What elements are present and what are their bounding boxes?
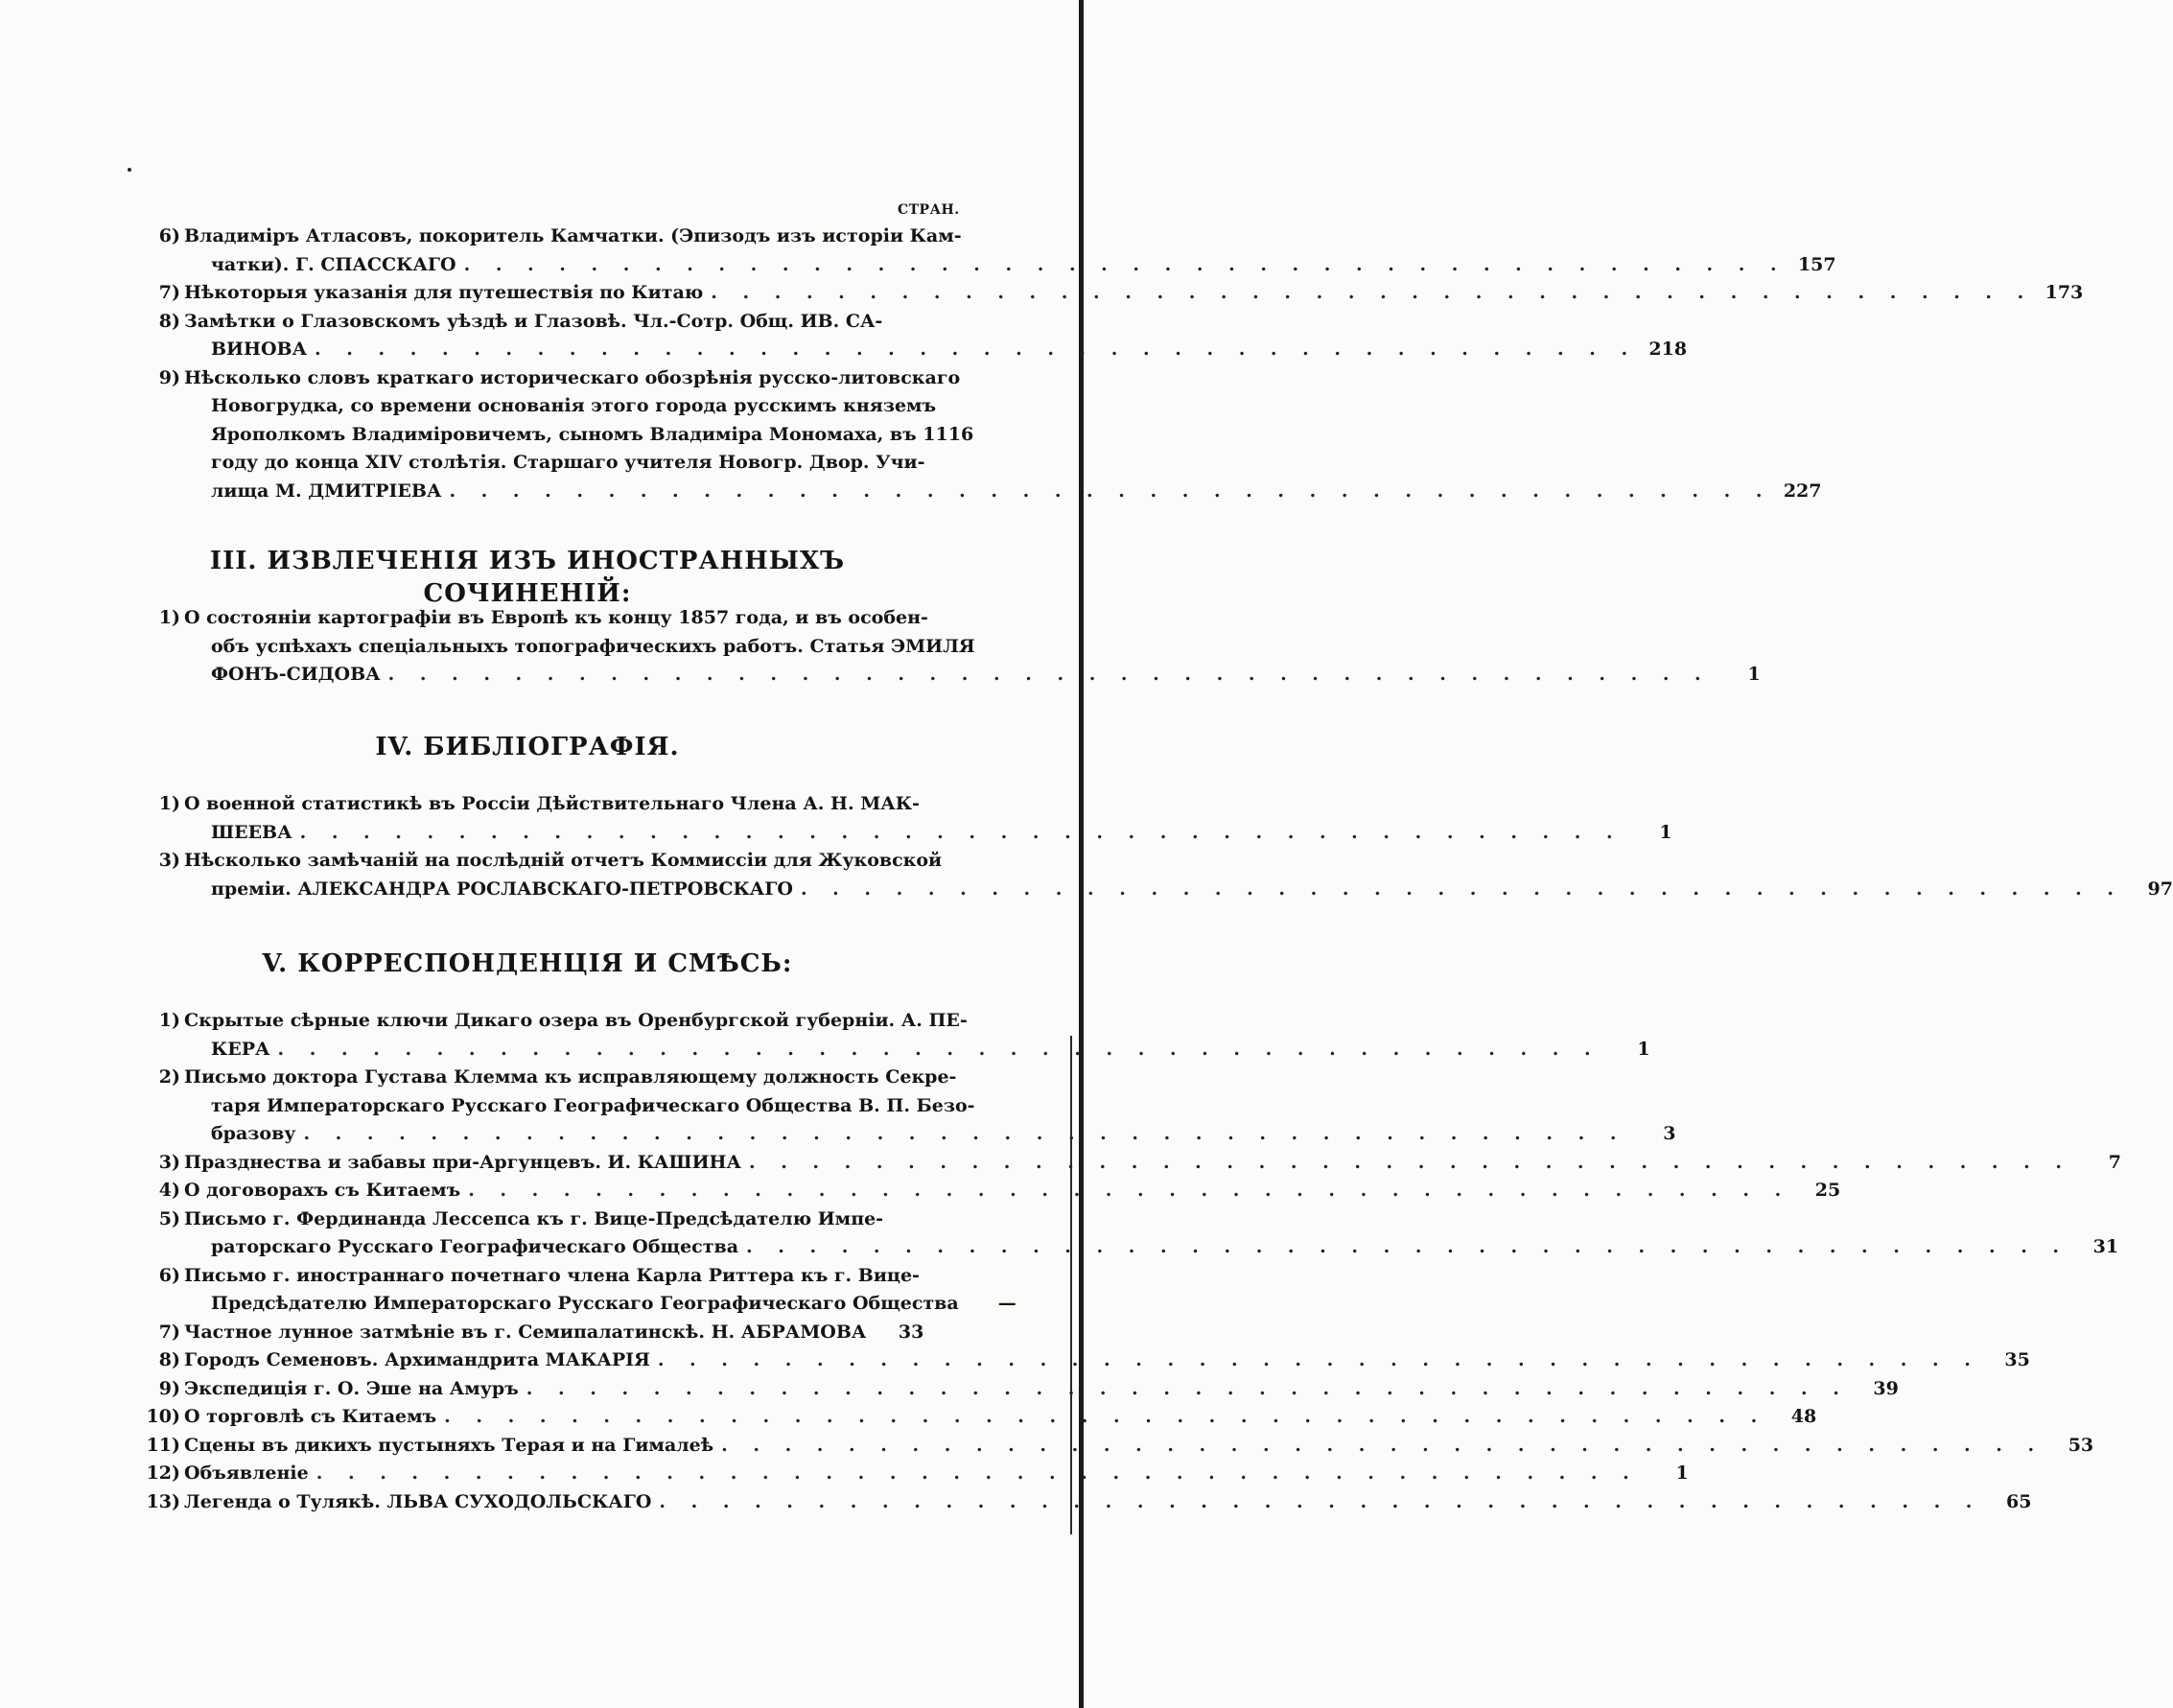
entry-page-number: 1 — [1659, 821, 1672, 843]
toc-entry-line — [144, 1149, 2121, 1176]
entry-title: Городъ Семеновъ. Архимандрита МАКАРІЯ — [184, 1349, 650, 1370]
entry-text: Нѣсколько замѣчаній на послѣдній отчетъ Коммиссіи для Жуковской — [184, 850, 943, 871]
entry-page-number: 3 — [1663, 1123, 1676, 1144]
toc-entry-line — [144, 1319, 924, 1345]
entry-number: 3) — [158, 1151, 180, 1173]
entry-number: 10) — [146, 1406, 180, 1427]
entry-page-number: 1 — [1675, 1462, 1689, 1484]
entry-title: О торговлѣ съ Китаемъ — [184, 1406, 437, 1427]
entry-final-line — [184, 1460, 1689, 1486]
entry-text: Письмо г. иностраннаго почетнаго члена Карла Риттера къ г. Вице- — [184, 1264, 920, 1286]
toc-entry-line — [144, 847, 943, 874]
entry-title: Нѣкоторыя указанія для путешествія по Китаю — [184, 282, 704, 303]
toc-entry-line — [144, 1375, 1899, 1402]
toc-entry-line — [144, 1346, 2030, 1373]
dot-leader: . . . . . . . . . . . . . . . . . . . . . . . . . . . . . . . . . . . . . . . . . . — [387, 664, 1711, 685]
entry-number: 5) — [158, 1207, 180, 1229]
entry-title: лища М. ДМИТРІЕВА — [211, 480, 442, 502]
entry-title: раторскаго Русскаго Географическаго Общества — [211, 1236, 739, 1257]
entry-final-line — [184, 1403, 1817, 1430]
entry-page-number: 173 — [2044, 282, 2084, 303]
toc-entry-line — [144, 876, 2173, 902]
dot-leader: . . . . . . . . . . . . . . . . . . . . . . . . . . . . . . . . . . . . . . . . . . — [721, 1434, 2044, 1456]
toc-entry-line — [144, 1488, 2032, 1515]
entry-final-line — [184, 1375, 1899, 1402]
entry-title: бразову — [211, 1123, 296, 1144]
entry-page-number: 7 — [2108, 1151, 2121, 1173]
entry-title: преміи. АЛЕКСАНДРА РОСЛАВСКАГО-ПЕТРОВСКАГО — [211, 877, 793, 900]
entry-page-number: 157 — [1797, 253, 1836, 275]
entry-final-line — [184, 1177, 1841, 1204]
entry-final-line — [184, 1432, 2094, 1459]
entry-page-number: 1 — [1747, 664, 1761, 685]
entry-final-line — [211, 1290, 1016, 1317]
entry-number: 7) — [158, 282, 180, 303]
toc-entry-line — [144, 1432, 2094, 1459]
entry-final-line — [211, 661, 1761, 688]
entry-final-line — [211, 251, 1836, 278]
toc-entry-line — [144, 790, 920, 817]
entry-final-line — [211, 1120, 1676, 1147]
dot-leader: . . . . . . . . . . . . . . . . . . . . . . . . . . . . . . . . . . . . . . . . . . — [526, 1377, 1849, 1399]
toc-entry-line — [144, 449, 925, 476]
section-heading-v: V. КОРРЕСПОНДЕНЦІЯ И СМѢСЬ: — [262, 949, 793, 978]
entry-page-number: 33 — [898, 1321, 924, 1343]
entry-page-number: 25 — [1814, 1180, 1841, 1201]
toc-entry-line — [144, 633, 975, 660]
entry-text: Скрытые сѣрные ключи Дикаго озера въ Оренбургской губерніи. А. ПЕ- — [184, 1010, 968, 1031]
toc-entry-line — [144, 1064, 957, 1090]
entry-final-line — [211, 819, 1672, 846]
entry-text: Письмо г. Фердинанда Лессепса къ г. Вице-Предсѣдателю Импе- — [184, 1207, 884, 1229]
entry-final-line — [211, 1233, 2119, 1260]
toc-entry-line — [144, 279, 2084, 306]
entry-number: 2) — [158, 1066, 180, 1088]
toc-entry-line — [144, 1205, 911, 1232]
toc-entry-line — [144, 421, 974, 448]
page-column-header: СТРАН. — [898, 202, 960, 218]
entry-text: году до конца XIV столѣтія. Старшаго учителя Новогр. Двор. Учи- — [211, 452, 925, 473]
entry-page-number: 39 — [1873, 1377, 1899, 1399]
entry-number: 4) — [158, 1180, 180, 1201]
entry-page-number: 65 — [2005, 1490, 2032, 1512]
entry-number: 3) — [158, 850, 180, 871]
dot-leader: . . . . . . . . . . . . . . . . . . . . . . . . . . . . . . . . . . . . . . . . . . — [468, 1180, 1791, 1201]
entry-text: Новогрудка, со времени основанія этого города русскимъ княземъ — [211, 395, 937, 416]
dot-leader: . . . . . . . . . . . . . . . . . . . . . . . . . . . . . . . . . . . . . . . . . . — [299, 821, 1623, 843]
entry-number: 1) — [158, 1010, 180, 1031]
entry-number: 1) — [158, 793, 180, 814]
entry-final-line — [184, 1319, 924, 1345]
dot-leader: . . . . . . . . . . . . . . . . . . . . . . . . . . . . . . . . . . . . . . . . . . — [444, 1406, 1767, 1427]
toc-entry-line — [144, 604, 928, 631]
section-heading-iii: III. ИЗВЛЕЧЕНІЯ ИЗЪ ИНОСТРАННЫХЪ СОЧИНЕНІЙ: — [209, 547, 846, 608]
toc-entry-line — [144, 1233, 2119, 1260]
entry-number: 13) — [146, 1490, 180, 1512]
toc-entry-line — [144, 308, 911, 335]
entry-number: 8) — [158, 1349, 180, 1370]
entry-number: 12) — [146, 1462, 180, 1484]
entry-title: КЕРА — [211, 1038, 270, 1060]
entry-page-number: 48 — [1790, 1406, 1817, 1427]
toc-entry-line — [144, 1290, 1016, 1317]
entry-text: О военной статистикѣ въ Россіи Дѣйствительнаго Члена А. Н. МАК- — [184, 793, 920, 814]
entry-number: 1) — [158, 607, 180, 628]
entry-number: 7) — [158, 1321, 180, 1343]
dot-leader: . . . . . . . . . . . . . . . . . . . . . . . . . . . . . . . . . . . . . . . . . . — [800, 877, 2123, 900]
toc-entry-line — [144, 1092, 975, 1119]
entry-final-line — [184, 1149, 2121, 1176]
entry-title: Легенда о Тулякѣ. ЛЬВА СУХОДОЛЬСКАГО — [184, 1490, 652, 1512]
entry-title: Экспедиція г. О. Эше на Амуръ — [184, 1377, 519, 1399]
entry-final-line — [211, 478, 1822, 504]
ink-speck — [128, 168, 131, 172]
toc-entry-line — [144, 1262, 920, 1289]
entry-number: 8) — [158, 310, 180, 332]
toc-entry-line — [144, 1007, 968, 1034]
toc-entry-line — [144, 478, 1822, 504]
toc-entry-line — [144, 364, 961, 391]
dot-leader: . . . . . . . . . . . . . . . . . . . . . . . . . . . . . . . . . . . . . . . . . . — [315, 339, 1638, 360]
entry-text: Владиміръ Атласовъ, покоритель Камчатки. (Эпизодъ изъ исторіи Кам- — [184, 225, 962, 246]
entry-text: О состояніи картографіи въ Европѣ къ концу 1857 года, и въ особен- — [184, 607, 928, 628]
toc-entry-line — [144, 819, 1672, 846]
entry-page-number: 97 — [2147, 877, 2173, 900]
toc-entry-line — [144, 1036, 1650, 1063]
toc-entry-line — [144, 1403, 1817, 1430]
dot-leader: . . . . . . . . . . . . . . . . . . . . . . . . . . . . . . . . . . . . . . . . . . — [748, 1151, 2071, 1173]
dot-leader: . . . . . . . . . . . . . . . . . . . . . . . . . . . . . . . . . . . . . . . . . . — [277, 1038, 1601, 1060]
toc-entry-line — [144, 251, 1836, 278]
toc-entry-line — [144, 1460, 1689, 1486]
entry-title: ВИНОВА — [211, 339, 308, 360]
entry-text: таря Императорскаго Русскаго Географическаго Общества В. П. Безо- — [211, 1094, 975, 1116]
dot-leader: . . . . . . . . . . . . . . . . . . . . . . . . . . . . . . . . . . . . . . . . . . — [711, 282, 2034, 303]
entry-title: ФОНЪ-СИДОВА — [211, 664, 381, 685]
entry-text: Нѣсколько словъ краткаго историческаго обозрѣнія русско-литовскаго — [184, 366, 961, 388]
toc-entry-line — [144, 1177, 1841, 1204]
dot-leader: . . . . . . . . . . . . . . . . . . . . . . . . . . . . . . . . . . . . . . . . . . — [315, 1462, 1639, 1484]
entry-final-line — [184, 1346, 2030, 1373]
toc-entry-line — [144, 222, 962, 249]
entry-title: чатки). Г. СПАССКАГО — [211, 253, 456, 275]
dot-leader: . . . . . . . . . . . . . . . . . . . . . . . . . . . . . . . . . . . . . . . . . . — [746, 1236, 2069, 1257]
entry-page-number: 31 — [2092, 1236, 2119, 1257]
entry-page-number: 35 — [2004, 1349, 2030, 1370]
entry-number: 9) — [158, 366, 180, 388]
dot-leader: . . . . . . . . . . . . . . . . . . . . . . . . . . . . . . . . . . . . . . . . . . — [659, 1490, 1982, 1512]
entry-title: Празднества и забавы при-Аргунцевъ. И. КАШИНА — [184, 1151, 741, 1173]
entry-number: 6) — [158, 1264, 180, 1286]
entry-final-line — [184, 279, 2084, 306]
entry-title: О договорахъ съ Китаемъ — [184, 1180, 461, 1201]
entry-final-line — [211, 336, 1688, 363]
entry-text: Замѣтки о Глазовскомъ уѣздѣ и Глазовѣ. Чл.-Сотр. Общ. ИВ. СА- — [184, 310, 883, 332]
entry-title: Предсѣдателю Императорскаго Русскаго Географическаго Общества — [211, 1293, 959, 1314]
toc-entry-line — [144, 392, 937, 419]
entry-page-number: — — [997, 1293, 1016, 1314]
dot-leader: . . . . . . . . . . . . . . . . . . . . . . . . . . . . . . . . . . . . . . . . . . — [463, 253, 1787, 275]
entry-title: Частное лунное затмѣніе въ г. Семипалатинскѣ. Н. АБРАМОВА — [184, 1321, 867, 1343]
entry-text: Ярополкомъ Владиміровичемъ, сыномъ Владиміра Мономаха, въ 1116 — [211, 423, 974, 445]
dot-leader: . . . . . . . . . . . . . . . . . . . . . . . . . . . . . . . . . . . . . . . . . . — [303, 1123, 1626, 1144]
entry-number: 6) — [158, 225, 180, 246]
entry-final-line — [211, 1036, 1650, 1063]
entry-title: Сцены въ дикихъ пустыняхъ Терая и на Гималеѣ — [184, 1434, 714, 1456]
entry-text: Письмо доктора Густава Клемма къ исправляющему должность Секре- — [184, 1066, 957, 1088]
dot-leader: . . . . . . . . . . . . . . . . . . . . . . . . . . . . . . . . . . . . . . . . . . — [449, 480, 1772, 502]
toc-entry-line — [144, 336, 1688, 363]
entry-page-number: 218 — [1648, 339, 1688, 360]
entry-text: объ успѣхахъ спеціальныхъ топографическихъ работъ. Статья ЭМИЛЯ — [211, 635, 975, 657]
entry-final-line — [184, 1488, 2032, 1515]
entry-page-number: 227 — [1783, 480, 1822, 502]
entry-number: 11) — [146, 1434, 180, 1456]
entry-title: ШЕЕВА — [211, 821, 292, 843]
entry-page-number: 53 — [2068, 1434, 2094, 1456]
entry-number: 9) — [158, 1377, 180, 1399]
toc-entry-line — [144, 1120, 1676, 1147]
dot-leader: . . . . . . . . . . . . . . . . . . . . . . . . . . . . . . . . . . . . . . . . . . — [657, 1349, 1980, 1370]
section-heading-iv: IV. БИБЛІОГРАФІЯ. — [375, 733, 680, 761]
entry-page-number: 1 — [1637, 1038, 1650, 1060]
entry-final-line — [211, 876, 2173, 902]
entry-title: Объявленіе — [184, 1462, 309, 1484]
toc-entry-line — [144, 661, 1761, 688]
